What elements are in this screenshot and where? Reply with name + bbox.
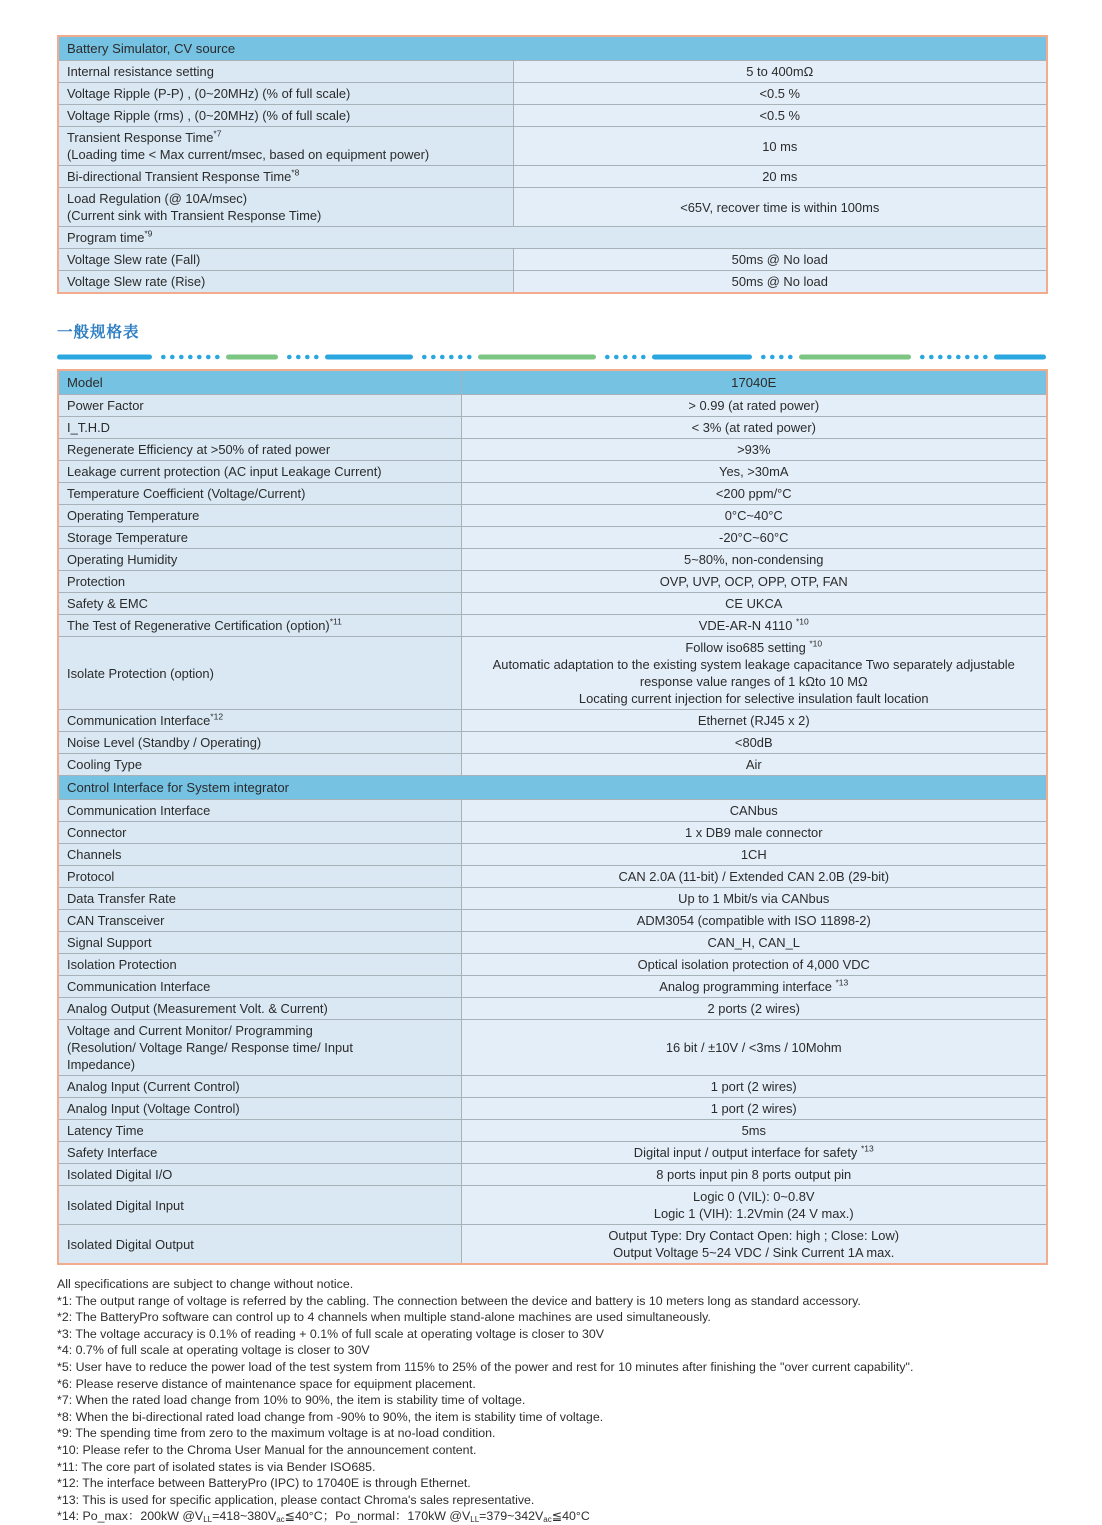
table-row [58, 1225, 1047, 1265]
spec-value-cell: 1 x DB9 male connector [461, 822, 1047, 844]
footnote: *3: The voltage accuracy is 0.1% of reading + 0.1% of full scale at operating voltage is closer to 30V [57, 1326, 604, 1341]
table1-header-cell: Battery Simulator, CV source [58, 36, 1047, 61]
general-specs-table [57, 369, 1048, 1265]
spec-value-cell: 1 port (2 wires) [461, 1076, 1047, 1098]
spec-label-cell: Temperature Coefficient (Voltage/Current) [58, 483, 461, 505]
spec-value-line: Follow iso685 setting $^{*10}$ [685, 638, 823, 655]
spec-label-line: (Current sink with Transient Response Time) [67, 208, 322, 223]
spec-label-cell: Protocol [58, 866, 461, 888]
spec-value-cell: 1CH [461, 844, 1047, 866]
spec-value-cell: Digital input / output interface for safety $^{*13}$ [461, 1142, 1047, 1164]
footnote: *2: The BatteryPro software can control up to 4 channels when multiple stand-alone machines are used simultaneously. [57, 1310, 711, 1325]
footnote-ref: *10 [809, 638, 823, 649]
footnote-ref: *13 [835, 977, 849, 988]
table-row [58, 615, 1047, 637]
table-row [58, 271, 1047, 294]
spec-value-cell: Ethernet (RJ45 x 2) [461, 710, 1047, 732]
table-row [58, 732, 1047, 754]
footnote: *4: 0.7% of full scale at operating voltage is closer to 30V [57, 1343, 370, 1358]
table-row [58, 417, 1047, 439]
spec-label-cell: Connector [58, 822, 461, 844]
table-row [58, 866, 1047, 888]
spec-value-cell: 17040E [461, 370, 1047, 395]
footnote-ref: *8 [291, 167, 300, 178]
footnote: *5: User have to reduce the power load of the test system from 115% to 25% of the power and rest for 10 minutes after finishing the "over current capability". [57, 1359, 914, 1374]
table-row [58, 637, 1047, 710]
spec-label-cell: Analog Input (Voltage Control) [58, 1098, 461, 1120]
spec-label-cell: Isolate Protection (option) [58, 637, 461, 710]
spec-value-cell: ADM3054 (compatible with ISO 11898-2) [461, 910, 1047, 932]
spec-value-line: Logic 0 (VIL): 0~0.8V [693, 1189, 815, 1204]
spec-value-line: Output Voltage 5~24 VDC / Sink Current 1A max. [613, 1245, 895, 1260]
table-row [58, 483, 1047, 505]
spec-label-cell: Isolated Digital Output [58, 1225, 461, 1265]
spec-value-cell: CAN_H, CAN_L [461, 932, 1047, 954]
spec-value-cell: >93% [461, 439, 1047, 461]
table-row [58, 1186, 1047, 1225]
footnote-ref: *13 [860, 1143, 874, 1154]
spec-label-cell: Cooling Type [58, 754, 461, 776]
spec-label-cell: Load Regulation (@ 10A/msec) (Current sink with Transient Response Time) [58, 188, 513, 227]
spec-value-cell: VDE-AR-N 4110 $^{*10}$ [461, 615, 1047, 637]
spec-label-cell: Isolation Protection [58, 954, 461, 976]
table-row [58, 127, 1047, 166]
spec-label-cell: Analog Input (Current Control) [58, 1076, 461, 1098]
battery-simulator-table [57, 35, 1048, 294]
spec-label-cell: Analog Output (Measurement Volt. & Current) [58, 998, 461, 1020]
spec-value-cell: 2 ports (2 wires) [461, 998, 1047, 1020]
spec-value-cell [461, 1225, 1047, 1265]
section-title-general-specs: 一般规格表 [57, 324, 140, 341]
table-row [58, 527, 1047, 549]
table-row [58, 822, 1047, 844]
spec-value-line: Automatic adaptation to the existing system leakage capacitance Two separately adjustable response value ranges of 1 kΩto 10 MΩ [492, 657, 1015, 689]
spec-value-cell: Yes, >30mA [461, 461, 1047, 483]
table-row [58, 998, 1047, 1020]
table-row [58, 249, 1047, 271]
spec-label-cell: Transient Response Time$^{*7}$ (Loading time < Max current/msec, based on equipment power) [58, 127, 513, 166]
spec-value-cell: 0°C~40°C [461, 505, 1047, 527]
spec-label-cell: Isolated Digital I/O [58, 1164, 461, 1186]
spec-label-cell: Bi-directional Transient Response Time$^{*8}$ [58, 166, 513, 188]
table-row [58, 105, 1047, 127]
spec-value-cell: 5ms [461, 1120, 1047, 1142]
spec-value-cell [461, 1186, 1047, 1225]
spec-value-cell: Up to 1 Mbit/s via CANbus [461, 888, 1047, 910]
footnote: *11: The core part of isolated states is via Bender ISO685. [57, 1459, 376, 1474]
table-row [58, 1164, 1047, 1186]
section-header-cell: Control Interface for System integrator [58, 776, 1047, 800]
table-row [58, 461, 1047, 483]
spec-label-line: Impedance) [67, 1057, 136, 1072]
footnote: *7: When the rated load change from 10% to 90%, the item is stability time of voltage. [57, 1393, 526, 1408]
spec-value-cell: 10 ms [513, 127, 1047, 166]
spec-label-cell: Storage Temperature [58, 527, 461, 549]
spec-value-cell: Air [461, 754, 1047, 776]
table-row [58, 800, 1047, 822]
general-specs-table-body [58, 370, 1047, 1264]
spec-value-cell: 50ms @ No load [513, 271, 1047, 294]
spec-value-line: Output Type: Dry Contact Open: high ; Close: Low) [608, 1228, 900, 1243]
spec-value-cell: 5 to 400mΩ [513, 61, 1047, 83]
spec-value-cell: -20°C~60°C [461, 527, 1047, 549]
table-row [58, 754, 1047, 776]
spec-label-cell: Program time$^{*9}$ [58, 227, 1047, 249]
spec-label-cell: I_T.H.D [58, 417, 461, 439]
spec-label-cell: Voltage Slew rate (Fall) [58, 249, 513, 271]
spec-value-cell [461, 637, 1047, 710]
spec-label-cell: Regenerate Efficiency at >50% of rated power [58, 439, 461, 461]
spec-value-cell: <200 ppm/°C [461, 483, 1047, 505]
table-row [58, 549, 1047, 571]
table-row [58, 1142, 1047, 1164]
spec-value-line: Logic 1 (VIH): 1.2Vmin (24 V max.) [653, 1206, 854, 1221]
footnote: *13: This is used for specific application, please contact Chroma's sales representative. [57, 1492, 535, 1507]
spec-label-cell: Data Transfer Rate [58, 888, 461, 910]
spec-label-cell: Power Factor [58, 395, 461, 417]
spec-label-cell: Voltage and Current Monitor/ Programming (Resolution/ Voltage Range/ Response time/ Input Impedance) [58, 1020, 461, 1076]
spec-value-line: Locating current injection for selective insulation fault location [578, 691, 929, 706]
spec-value-cell: <0.5 % [513, 83, 1047, 105]
spec-value-cell: Optical isolation protection of 4,000 VDC [461, 954, 1047, 976]
table-row [58, 932, 1047, 954]
spec-label-cell: Model [58, 370, 461, 395]
spec-value-cell: > 0.99 (at rated power) [461, 395, 1047, 417]
table-row [58, 776, 1047, 800]
spec-label-cell: Communication Interface [58, 800, 461, 822]
table-row [58, 844, 1047, 866]
footnote: *12: The interface between BatteryPro (IPC) to 17040E is through Ethernet. [57, 1476, 471, 1491]
table-row [58, 976, 1047, 998]
table-row [58, 710, 1047, 732]
table-row [58, 954, 1047, 976]
spec-value-cell: <65V, recover time is within 100ms [513, 188, 1047, 227]
footnote: *1: The output range of voltage is referred by the cabling. The connection between the device and battery is 10 meters long as standard accessory. [57, 1293, 861, 1308]
spec-label-cell: Voltage Ripple (P-P) , (0~20MHz) (% of full scale) [58, 83, 513, 105]
spec-value-cell: OVP, UVP, OCP, OPP, OTP, FAN [461, 571, 1047, 593]
table-row [58, 1098, 1047, 1120]
spec-value-cell: Analog programming interface $^{*13}$ [461, 976, 1047, 998]
spec-label-cell: Signal Support [58, 932, 461, 954]
spec-value-cell: 20 ms [513, 166, 1047, 188]
footnote-ref: *11 [329, 616, 342, 627]
spec-label-cell: Channels [58, 844, 461, 866]
spec-value-cell: CANbus [461, 800, 1047, 822]
table-row [58, 370, 1047, 395]
spec-label-cell: Operating Temperature [58, 505, 461, 527]
table-row [58, 888, 1047, 910]
spec-label-line: (Loading time < Max current/msec, based on equipment power) [67, 147, 430, 162]
table-row [58, 166, 1047, 188]
table-row [58, 1020, 1047, 1076]
spec-label-cell: Latency Time [58, 1120, 461, 1142]
spec-value-cell: 8 ports input pin 8 ports output pin [461, 1164, 1047, 1186]
spec-label-cell: Safety Interface [58, 1142, 461, 1164]
table-row [58, 505, 1047, 527]
footnote: All specifications are subject to change without notice. [57, 1277, 354, 1291]
spec-value-cell: 1 port (2 wires) [461, 1098, 1047, 1120]
spec-label-line: (Resolution/ Voltage Range/ Response time/ Input [67, 1040, 353, 1055]
footnote-ref: *9 [144, 228, 153, 239]
spec-value-cell: CAN 2.0A (11-bit) / Extended CAN 2.0B (29-bit) [461, 866, 1047, 888]
table-row [58, 61, 1047, 83]
table-row [58, 83, 1047, 105]
spec-label-cell: Noise Level (Standby / Operating) [58, 732, 461, 754]
spec-label-cell: Internal resistance setting [58, 61, 513, 83]
spec-value-cell: < 3% (at rated power) [461, 417, 1047, 439]
footnotes [57, 1276, 1102, 1525]
section-divider-decoration [57, 348, 1046, 356]
spec-label-cell: Voltage Ripple (rms) , (0~20MHz) (% of full scale) [58, 105, 513, 127]
footnote-ref: *10 [795, 616, 809, 627]
spec-label-cell: The Test of Regenerative Certification (option)$^{*11}$ [58, 615, 461, 637]
footnote: *9: The spending time from zero to the maximum voltage is at no-load condition. [57, 1426, 496, 1441]
divider-dots-icon [57, 353, 1046, 361]
battery-simulator-table-body [58, 36, 1047, 293]
table-section-row [58, 36, 1047, 61]
table-row [58, 593, 1047, 615]
table-row [58, 227, 1047, 249]
spec-label-cell: Leakage current protection (AC input Leakage Current) [58, 461, 461, 483]
spec-value-cell: 5~80%, non-condensing [461, 549, 1047, 571]
spec-label-cell: Communication Interface [58, 976, 461, 998]
spec-value-cell: <0.5 % [513, 105, 1047, 127]
table-row [58, 571, 1047, 593]
spec-label-cell: Protection [58, 571, 461, 593]
spec-value-cell: CE UKCA [461, 593, 1047, 615]
footnote: *14: Po_max：200kW $@V_{LL}=418\sim 380V_{ac}≦40^\circ C$；Po_normal：170kW $@V_{LL}=379\sim 342V_{ac}≦40^\circ C$ [57, 1509, 590, 1525]
spec-label-cell: CAN Transceiver [58, 910, 461, 932]
spec-label-cell: Safety & EMC [58, 593, 461, 615]
spec-label-cell: Voltage Slew rate (Rise) [58, 271, 513, 294]
table-row [58, 439, 1047, 461]
spec-label-cell: Communication Interface$^{*12}$ [58, 710, 461, 732]
footnote: *6: Please reserve distance of maintenance space for equipment placement. [57, 1376, 476, 1391]
spec-label-cell: Operating Humidity [58, 549, 461, 571]
table-row [58, 1120, 1047, 1142]
spec-label-cell: Isolated Digital Input [58, 1186, 461, 1225]
table-row [58, 395, 1047, 417]
spec-value-cell: 16 bit / ±10V / <3ms / 10Mohm [461, 1020, 1047, 1076]
spec-value-cell: 50ms @ No load [513, 249, 1047, 271]
table-row [58, 1076, 1047, 1098]
footnote: *8: When the bi-directional rated load change from -90% to 90%, the item is stability time of voltage. [57, 1409, 604, 1424]
table-row [58, 188, 1047, 227]
footnote: *10: Please refer to the Chroma User Manual for the announcement content. [57, 1442, 477, 1457]
spec-value-cell: <80dB [461, 732, 1047, 754]
footnote-ref: *7 [213, 128, 222, 139]
footnote-ref: *12 [210, 711, 224, 722]
table-row [58, 910, 1047, 932]
